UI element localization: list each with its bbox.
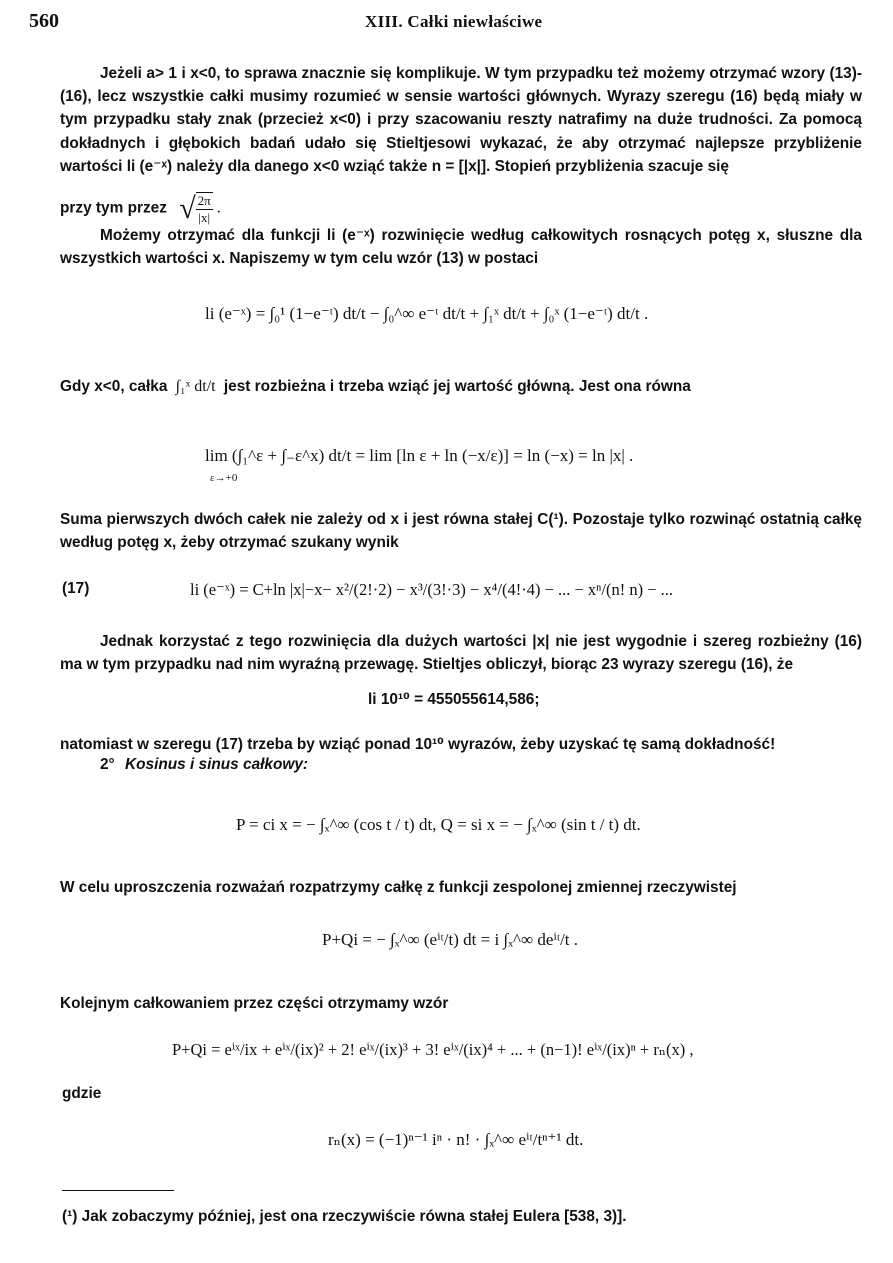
paragraph-convergence-comparison: Jednak korzystać z tego rozwinięcia dla dużych wartości |x| nie jest wygodnie i szereg rozbieżny (16) ma w tym przypadku nad nim wyraźną przewagę. Stieltjes obliczył, biorąc 23 wyrazy szeregu (16), że xyxy=(60,633,862,674)
word-gdzie: gdzie xyxy=(62,1085,102,1102)
equation-principal-value: lim (∫₁^ε + ∫₋ε^x) dt/t = lim [ln ε + ln (−x/ε)] = ln (−x) = ln |x| . xyxy=(205,446,634,465)
paragraph-series-17-terms: natomiast w szeregu (17) trzeba by wziąć ponad 10¹⁰ wyrazów, żeby uzyskać tę samą dokładność! xyxy=(60,736,776,753)
equation-li-value: li 10¹⁰ = 455055614,586; xyxy=(368,691,540,708)
equation-17-series: li (e⁻ˣ) = C+ln |x|−x− x²/(2!·2) − x³/(3!·3) − x⁴/(4!·4) − ... − xⁿ/(n! n) − ... xyxy=(190,580,674,599)
equation-li-decomposition: li (e⁻ˣ) = ∫₀¹ (1−e⁻ᵗ) dt/t − ∫₀^∞ e⁻ᵗ dt/t + ∫₁ˣ dt/t + ∫₀ˣ (1−e⁻ᵗ) dt/t . xyxy=(205,304,649,323)
equation-number-17: (17) xyxy=(62,580,90,597)
page-number: 560 xyxy=(29,10,59,32)
footnote-rule xyxy=(62,1190,174,1191)
integral-dt-over-t: ∫₁ˣ dt/t xyxy=(175,378,216,395)
sqrt-expression: √ $\frac{2\pi}{|x|}$ . xyxy=(179,192,221,225)
paragraph-divergent-integral: Gdy x<0, całka ∫₁ˣ dt/t jest rozbieżna i trzeba wziąć jej wartość główną. Jest ona równa xyxy=(60,378,691,395)
section-heading-cosine-sine: 2° Kosinus i sinus całkowy: xyxy=(100,756,309,773)
footnote-euler-constant: (¹) Jak zobaczymy później, jest ona rzeczywiście równa stałej Eulera [538, 3)]. xyxy=(62,1208,627,1225)
paragraph-complex-integral: W celu uproszczenia rozważań rozpatrzymy całkę z funkcji zespolonej zmiennej rzeczywistej xyxy=(60,879,737,896)
equation-ci-si-definition: P = ci x = − ∫ₓ^∞ (cos t / t) dt, Q = si x = − ∫ₓ^∞ (sin t / t) dt. xyxy=(236,815,641,834)
running-title: XIII. Całki niewłaściwe xyxy=(365,12,543,31)
equation-remainder-rn: rₙ(x) = (−1)ⁿ⁻¹ iⁿ · n! · ∫ₓ^∞ eⁱᵗ/tⁿ⁺¹ dt. xyxy=(328,1130,584,1149)
paragraph-approximation-tail: przy tym przez √ $\frac{2\pi}{|x|}$ . xyxy=(60,192,221,225)
equation-complex-integral: P+Qi = − ∫ₓ^∞ (eⁱᵗ/t) dt = i ∫ₓ^∞ deⁱᵗ/t . xyxy=(322,930,579,949)
paragraph-integration-by-parts: Kolejnym całkowaniem przez części otrzymamy wzór xyxy=(60,995,449,1012)
limit-subscript: ε→+0 xyxy=(210,472,238,484)
paragraph-expansion: Możemy otrzymać dla funkcji li (e⁻ˣ) rozwinięcie według całkowitych rosnących potęg x, słuszne dla wszystkich wartości x. Napiszemy w tym celu wzór (13) w postaci xyxy=(60,227,862,268)
equation-asymptotic-series: P+Qi = eⁱˣ/ix + eⁱˣ/(ix)² + 2! eⁱˣ/(ix)³ + 3! eⁱˣ/(ix)⁴ + ... + (n−1)! eⁱˣ/(ix)ⁿ + rₙ(x) , xyxy=(172,1040,694,1059)
paragraph-constant-C: Suma pierwszych dwóch całek nie zależy od x i jest równa stałej C(¹). Pozostaje tylko rozwinąć ostatnią całkę według potęg x, żeby otrzymać szukany wynik xyxy=(60,511,862,552)
paragraph-stieltjes-intro: Jeżeli a> 1 i x<0, to sprawa znacznie się komplikuje. W tym przypadku też możemy otrzymać wzory (13)-(16), lecz wszystkie całki musimy rozumieć w sensie wartości głównych. Wyrazy szeregu (16) będą miały w tym przypadku stały znak (przecież x<0) i przy szacowaniu reszty natrafimy na duże trudności. Za pomocą dokładnych i głębokich badań udało się Stieltjesowi wykazać, że aby otrzymać najlepsze przybliżenie wartości li (e⁻ˣ) należy dla danego x<0 wziąć także n = [|x|]. Stopień przybliżenia szacuje się xyxy=(60,65,862,175)
